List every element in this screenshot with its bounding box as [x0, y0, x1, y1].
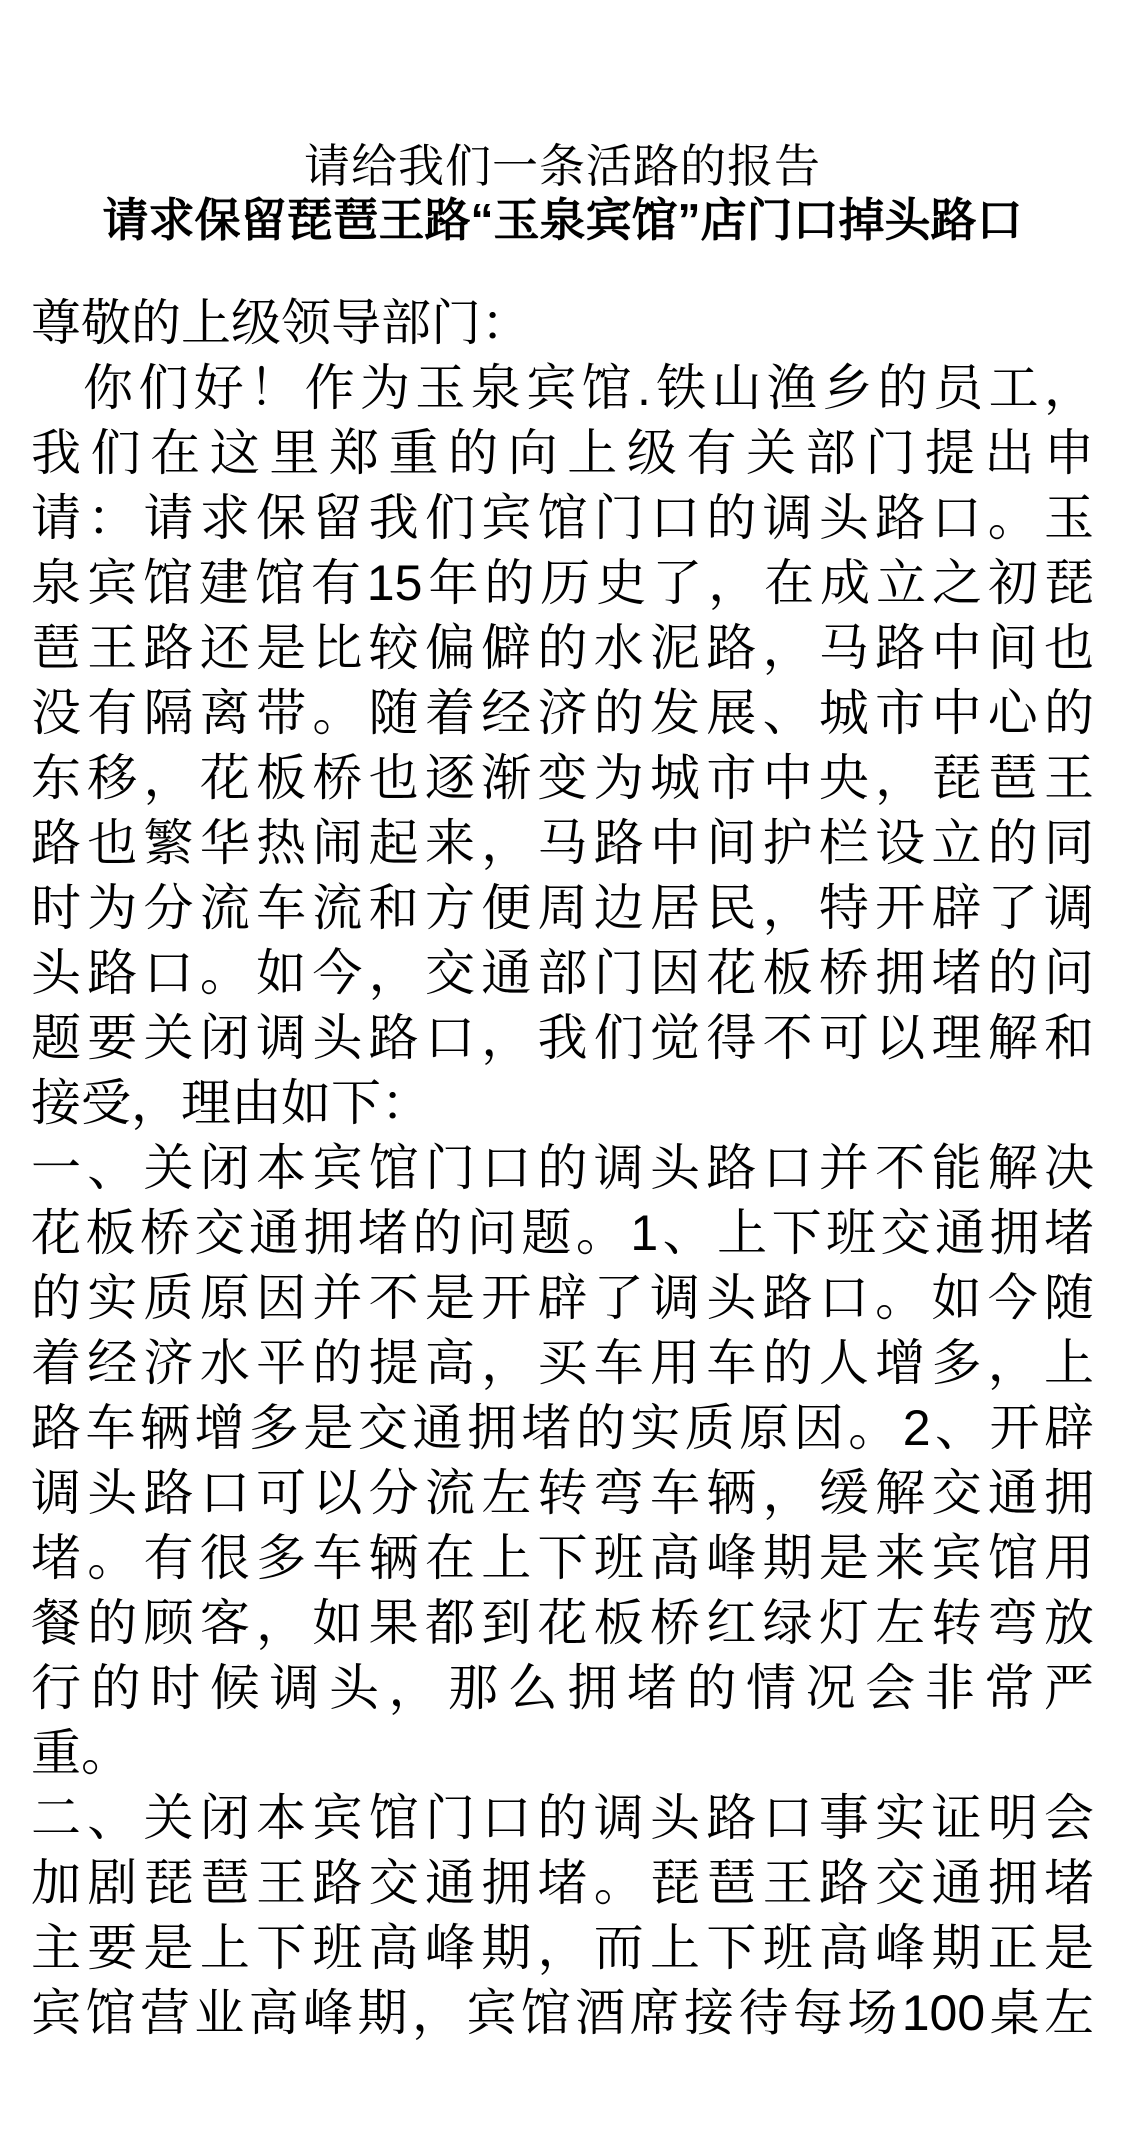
- body-line: 我们在这里郑重的向上级有关部门提出申: [31, 425, 1094, 481]
- report-title: 请给我们一条活路的报告: [304, 140, 821, 192]
- body-line: 重。: [31, 1725, 131, 1781]
- body-line: 头路口。如今，交通部门因花板桥拥堵的问: [31, 945, 1094, 1001]
- body-line: 餐的顾客，如果都到花板桥红绿灯左转弯放: [31, 1595, 1094, 1651]
- body-line: 路也繁华热闹起来，马路中间护栏设立的同: [31, 815, 1094, 871]
- body-line: 琶王路还是比较偏僻的水泥路，马路中间也: [31, 620, 1094, 676]
- body-line: 的实质原因并不是开辟了调头路口。如今随: [31, 1270, 1094, 1326]
- body-line: 行的时候调头，那么拥堵的情况会非常严: [31, 1660, 1094, 1716]
- body-line: 题要关闭调头路口，我们觉得不可以理解和: [31, 1010, 1094, 1066]
- body-line: 主要是上下班高峰期，而上下班高峰期正是: [31, 1920, 1094, 1976]
- body-line: 二、关闭本宾馆门口的调头路口事实证明会: [31, 1790, 1094, 1846]
- body-line: 泉宾馆建馆有15年的历史了，在成立之初琵: [31, 555, 1094, 611]
- body-line: 着经济水平的提高，买车用车的人增多，上: [31, 1335, 1094, 1391]
- body-line: 宾馆营业高峰期，宾馆酒席接待每场100桌左: [31, 1985, 1094, 2041]
- body-line: 调头路口可以分流左转弯车辆，缓解交通拥: [31, 1465, 1094, 1521]
- report-body: [0, 291, 1125, 2046]
- body-line: 接受，理由如下：: [31, 1075, 431, 1131]
- body-line: 加剧琵琶王路交通拥堵。琵琶王路交通拥堵: [31, 1855, 1094, 1911]
- body-line: 一、关闭本宾馆门口的调头路口并不能解决: [31, 1140, 1094, 1196]
- body-line: 路车辆增多是交通拥堵的实质原因。2、开辟: [31, 1400, 1094, 1456]
- body-line: 请：请求保留我们宾馆门口的调头路口。玉: [31, 490, 1094, 546]
- body-line: 你们好！作为玉泉宾馆.铁山渔乡的员工，: [83, 360, 1094, 416]
- body-line: 东移，花板桥也逐渐变为城市中央，琵琶王: [31, 750, 1094, 806]
- body-line: 没有隔离带。随着经济的发展、城市中心的: [31, 685, 1094, 741]
- report-subtitle: 请求保留琵琶王路“玉泉宾馆”店门口掉头路口: [102, 194, 1023, 246]
- document-page: [0, 139, 1125, 2140]
- body-line: 时为分流车流和方便周边居民，特开辟了调: [31, 880, 1094, 936]
- body-line: 花板桥交通拥堵的问题。1、上下班交通拥堵: [31, 1205, 1094, 1261]
- body-line: 尊敬的上级领导部门：: [31, 295, 531, 351]
- body-line: 堵。有很多车辆在上下班高峰期是来宾馆用: [31, 1530, 1094, 1586]
